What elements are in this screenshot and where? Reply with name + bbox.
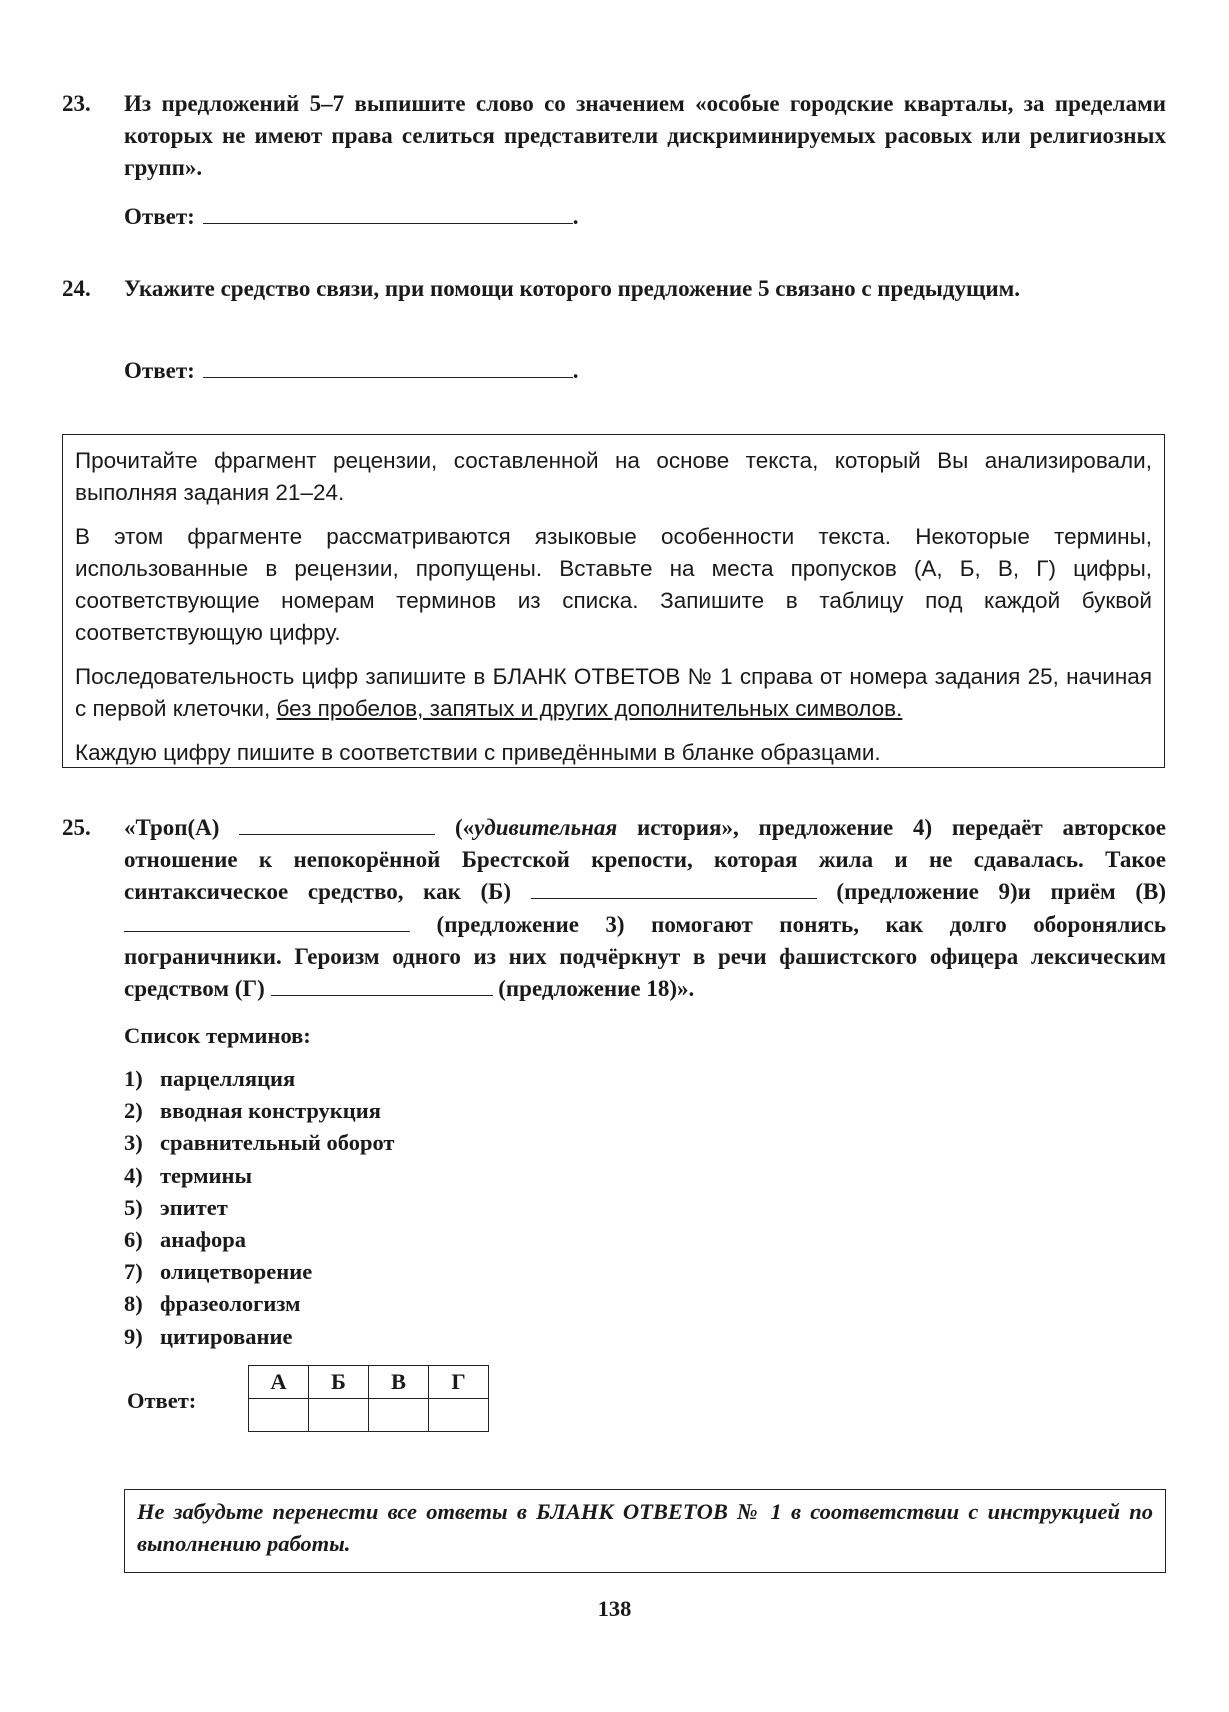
question-number: 23.: [62, 91, 91, 116]
question-24: [62, 273, 1166, 305]
table-header: А: [249, 1366, 309, 1399]
answer-label: Ответ:: [127, 1388, 197, 1413]
blank-g[interactable]: [271, 973, 493, 996]
instructions-box: [62, 434, 1165, 768]
list-item: 9) цитирование: [124, 1323, 293, 1349]
text-part: (предложение 3) помогают понять, как долго оборонялись пограничники. Героизм одного из них подчёркнут в речи фашистского офицера лексическим средством (Г): [124, 911, 1167, 1002]
answer-blank-23[interactable]: [203, 201, 573, 224]
question-25: [62, 812, 1166, 1005]
answer-row-23: Ответ: .: [124, 201, 579, 230]
question-text: [124, 812, 1166, 1005]
answer-cell-b[interactable]: [309, 1399, 369, 1432]
instructions-underlined: без пробелов, запятых и других дополнительных символов.: [276, 696, 903, 721]
table-header: В: [369, 1366, 429, 1399]
terms-title: Список терминов:: [124, 1023, 311, 1048]
terms-list: [124, 1063, 394, 1353]
list-item: 8) фразеологизм: [124, 1291, 301, 1317]
blank-a[interactable]: [239, 812, 435, 835]
question-text: Из предложений 5–7 выпишите слово со значением «особые городские кварталы, за пределами которых не имеют права селиться представители дискриминируемых расовых или религиозных групп».: [124, 91, 1166, 180]
reminder-box: Не забудьте перенести все ответы в БЛАНК ОТВЕТОВ № 1 в соответствии с инструкцией по выполнению работы.: [124, 1489, 1166, 1573]
instructions-paragraph: [75, 661, 1152, 725]
question-number: 25.: [62, 815, 91, 840]
answer-label: Ответ:: [124, 358, 195, 383]
answer-table: [248, 1365, 489, 1432]
text-part: «Троп(А): [124, 815, 220, 840]
blank-b[interactable]: [531, 876, 817, 899]
text-part: (предложение 18)».: [498, 976, 695, 1002]
list-item: 7) олицетворение: [124, 1259, 313, 1285]
answer-row-24: Ответ: .: [124, 355, 579, 384]
text-italic: удивительная: [474, 815, 618, 840]
text-part: история», предложение 4) передаёт авторское отношение к непокорённой Брестской крепости, которая жила и не сдавалась. Такое синтаксическое средство, как (Б): [124, 815, 1167, 905]
question-23: [62, 88, 1166, 184]
question-number: 24.: [62, 276, 91, 301]
instructions-paragraph: Прочитайте фрагмент рецензии, составленной на основе текста, который Вы анализировали, выполняя задания 21–24.: [75, 448, 1152, 505]
answer-cell-g[interactable]: [429, 1399, 489, 1432]
page-number: 138: [597, 1596, 632, 1621]
list-item: 1) парцелляция: [124, 1066, 296, 1091]
question-text: Укажите средство связи, при помощи которого предложение 5 связано с предыдущим.: [124, 276, 1021, 301]
text-part: (предложение 9)и приём (В): [836, 879, 1167, 905]
table-header: Г: [429, 1366, 489, 1399]
text-part: («: [455, 815, 475, 840]
table-header: Б: [309, 1366, 369, 1399]
list-item: 4) термины: [124, 1162, 253, 1188]
answer-cell-v[interactable]: [369, 1399, 429, 1432]
answer-blank-24[interactable]: [203, 355, 573, 378]
list-item: 3) сравнительный оборот: [124, 1130, 395, 1156]
instructions-paragraph: В этом фрагменте рассматриваются языковые особенности текста. Некоторые термины, использованные в рецензии, пропущены. Вставьте на места пропусков (А, Б, В, Г) цифры, соответствующие номерам терминов из списка. Запишите в таблицу под каждой буквой соответствующую цифру.: [75, 524, 1152, 645]
answer-label: Ответ:: [124, 204, 195, 229]
blank-v[interactable]: [124, 909, 410, 932]
instructions-text: Последовательность цифр запишите в БЛАНК ОТВЕТОВ № 1 справа от номера задания 25, начиная с первой клеточки,: [75, 664, 1152, 721]
list-item: 6) анафора: [124, 1227, 247, 1253]
answer-cell-a[interactable]: [249, 1399, 309, 1432]
list-item: 2) вводная конструкция: [124, 1098, 381, 1124]
instructions-paragraph: Каждую цифру пишите в соответствии с приведёнными в бланке образцами.: [75, 740, 881, 765]
list-item: 5) эпитет: [124, 1194, 228, 1220]
